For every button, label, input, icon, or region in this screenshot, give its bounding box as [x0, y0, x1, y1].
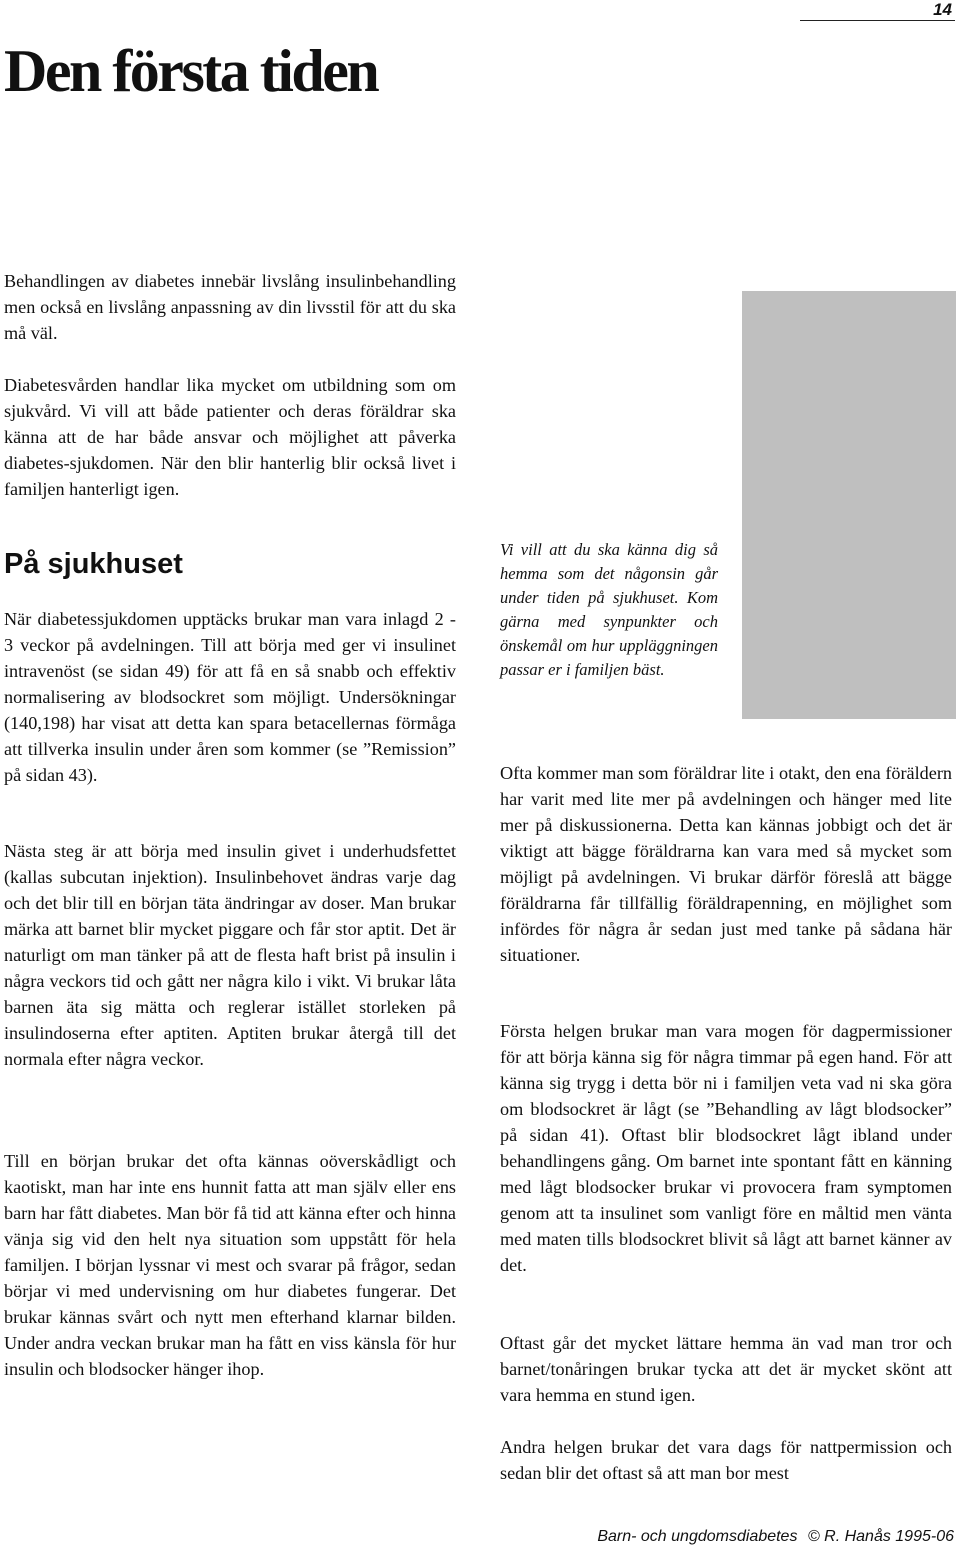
right-paragraph-4: Andra helgen brukar det vara dags för nattpermission och sedan blir det oftast så att man bor mest	[500, 1437, 952, 1483]
intro-paragraph-1: Behandlingen av diabetes innebär livslång insulinbehandling men också en livslång anpassning av din livsstil för att du ska må väl.	[4, 271, 456, 343]
sidebar-gray-box	[742, 291, 956, 719]
intro-paragraph-2: Diabetesvården handlar lika mycket om utbildning som om sjukvård. Vi vill att både patienter och deras föräldrar ska känna att de har både ansvar och möjlighet att påverka diabetes-sjukdomen. När den blir hanterlig blir också livet i familjen hanterligt igen.	[4, 375, 456, 499]
footer-book-title: Barn- och ungdomsdiabetes	[597, 1528, 798, 1545]
body-paragraph-2: Nästa steg är att börja med insulin givet i underhudsfettet (kallas subcutan injektion). Insulinbehovet ändras varje dag och det blir till en början täta ändringar av doser. Man brukar märka att barnet blir mycket piggare och får stor aptit. Det är naturligt om man tänker på att de flesta haft brist på insulin i några veckors tid och gått ner några kilo i vikt. Vi brukar låta barnen äta sig mätta och reglerar istället storleken på insulindoserna efter aptiten. Aptiten brukar återgå till det normala efter några veckor.	[4, 841, 456, 1069]
body-paragraph-3: Till en början brukar det ofta kännas oöverskådligt och kaotiskt, man har inte ens hunnit fatta att man själv eller ens barn har fått diabetes. Man bör få tid att känna efter och hinna vänja sig vid den helt nya situation som uppstått för hela familjen. I början lyssnar vi mest och svarar på frågor, sedan börjar vi med undervisning om hur diabetes fungerar. Det brukar kännas svårt och nytt men efterhand klarnar bilden. Under andra veckan brukar man ha fått en viss känsla för hur insulin och blodsocker hänger ihop.	[4, 1151, 456, 1379]
footer-copyright: © R. Hanås 1995-06	[807, 1528, 954, 1545]
right-paragraph-1: Ofta kommer man som föräldrar lite i otakt, den ena föräldern har varit med lite mer på avdelningen och hänger med lite mer på diskussionerna. Detta kan kännas jobbigt och det är viktigt att bägge föräldrarna kan vara med så mycket som möjligt på avdelningen. Vi brukar därför föreslå att bägge föräldrarna får tillfällig föräldrapenning, en möjlighet som infördes för några år sedan just med tanke på sådana här situationer.	[500, 763, 952, 965]
footer	[540, 1527, 954, 1547]
section-heading: På sjukhuset	[4, 548, 183, 580]
body-paragraph-1: När diabetessjukdomen upptäcks brukar man vara inlagd 2 - 3 veckor på avdelningen. Till att börja med ger vi insulinet intravenöst (se sidan 49) för att få en så snabb och effektiv normalisering av blodsockret som möjligt. Undersökningar (140,198) har visat att detta kan spara betacellernas förmåga att tillverka insulin under åren som kommer (se ”Remission” på sidan 43).	[4, 609, 456, 785]
sidebar-quote: Vi vill att du ska känna dig så hemma som det någonsin går under tiden på sjukhuset. Kom gärna med synpunkter och önskemål om hur uppläggningen passar er i familjen bäst.	[500, 540, 718, 679]
right-paragraph-2: Första helgen brukar man vara mogen för dagpermissioner för att börja känna sig för några timmar på egen hand. För att känna sig trygg i detta bör ni i familjen veta vad ni ska göra om blodsockret är lågt (se ”Behandling av lågt blodsocker” på sidan 41). Oftast blir blodsockret lågt ibland under behandlingens gång. Om barnet inte spontant fått en känning med lågt blodsocker brukar vi provocera fram symptomen genom att ta insulinet som vanligt före en måltid men vänta med maten tills blodsockret blivit så lågt att barnet känner av det.	[500, 1021, 952, 1275]
page-number: 14	[800, 0, 955, 21]
right-paragraph-3: Oftast går det mycket lättare hemma än vad man tror och barnet/tonåringen brukar tycka att det är mycket skönt att vara hemma en stund igen.	[500, 1333, 952, 1405]
page-title: Den första tiden	[4, 38, 378, 104]
